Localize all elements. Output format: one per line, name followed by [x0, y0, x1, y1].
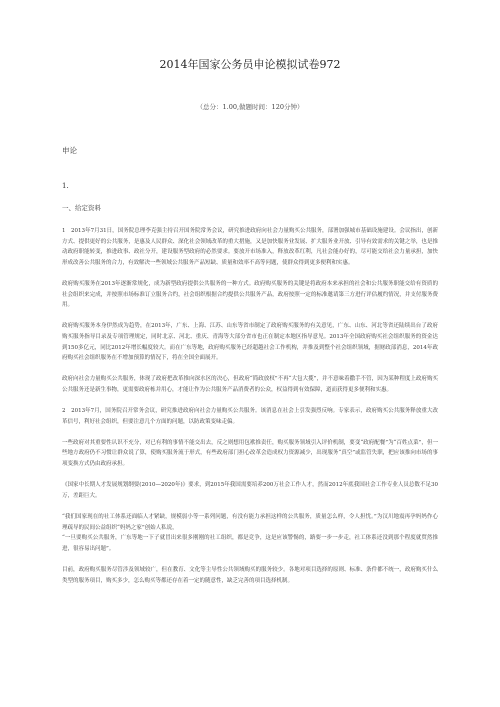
paragraph: 《国家中长期人才发展规划纲要(2010—2020年)》要求，到2015年我国需要培养200万社会工作人才，然而2012年底我国社会工作专业人员总数不足30万，差距巨大。: [62, 482, 438, 499]
paragraph: 一些政府对其重要性认识不充分，对已有利的事情不能交出去，反之则想用包袱推责任，购买服务领域引入评价机制，要变“政府配餐”为“百姓点菜”，但一些地方政府仍不习惯让群众说了算，使购买服务流于形式，有些政府部门担心改革会造成权力资源减少，出现服务“真空”或监管失职，把应该推向市场的事项变换方式仍由政府承担。: [62, 439, 438, 468]
exam-meta: （总分：1.00,做题时间：120分钟）: [196, 103, 304, 111]
paragraph: 1 2013年7月31日，国务院总理李克强主持召开国务院常务会议，研究推进政府向社会力量购买公共服务，部署加强城市基础设施建设。会议指出，创新方式、提供更好的公共服务，是惠及人民群众、深化社会领域改革的重大措施，又是加快服务业发展、扩大服务业开放、引导有效需求的关键之举，也是推动政府职能转变，推进政事、政社分开，建设服务型政府的必然要求。要放开市场准入，释放改革红利，凡社会能办好的，尽可能交给社会力量承担，加快形成改善公共服务的合力，有效解决一些领域公共服务产品短缺、质量和效率不高等问题，使群众得到更多便利和实惠。: [62, 228, 438, 266]
paragraph: 政府购买服务在2013年逐渐常规化，成为新型政府提供公共服务的一种方式。政府购买服务的关键是将政府本来承担的社会和公共服务职能交给有资质的社会组织来完成，并按照市场标准订立服务合约，社会组织根据合约提供公共服务产品，政府按照一定的标准邀请第三方进行评估履约情况，并支付服务费用。: [62, 280, 438, 309]
paragraph: “我们国家现在的社工体系还面临人才紧缺，规模弱小等一系列问题，有没有能力承担这样的公共服务，质量怎么样，令人担忧。”为汉川地震再孕妈妈作心理疏导的民间公益组织“妈妈之家”创始人私说，: [62, 514, 438, 531]
question-number: 1.: [62, 182, 69, 190]
paragraph: 2 2013年7月，国务院召开常务会议，研究推进政府向社会力量购买公共服务。该消息在社会上引发强烈反响。专家表示，政府购买公共服务释放重大改革信号，利好社会组织，但要注意几个方面的问题，以防政策变味走偏。: [62, 408, 438, 425]
paragraph: “一旦要购买公共服务，广东等地一下子就冒出来很多刚刚的社工组织，都是竞争，这是应该警惕的，路要一步一步走，社工体系还没到那个程度就贸然推进，很容易出问题”。: [62, 535, 438, 552]
document-title: 2014年国家公务员申论模拟试卷972: [159, 58, 341, 71]
materials-body: [62, 226, 438, 597]
paragraph: 政府向社会力量购买公共服务，体现了政府把改革推向深水区的决心，但政府“简政放权”不再“大包大揽”，并不意味着撒手不管，因为某种程度上政府购买公共服务还是新生事物，更需要政府栋并用心，才能让作为公共服务产品消费者的公众，权益得到有效保障，道而获得更多便利和实惠。: [62, 376, 438, 393]
paragraph: 政府购买服务本身伊然成为趋势，在2013年，广东、上海、江苏、山东等省市制定了政府购买服务的有关意见，广东、山东、河北等省还陆续出台了政府购买服务指导目录及专项管理规定，同时北京、河北、重庆、青海等大部分省市也正在制定本地区指导意见。2013年全国政府购买社会组织服务的资金达到150多亿元，同比2012年增长幅度较大。而在广东等地，政府购买服务已经超越社会工作机构，并推及到整个社会组织领域，据财政部消息，2014年政府购买社会组织服务在不增加预算的情况下，将在全国全面展开。: [62, 323, 438, 362]
section-label: 申论: [62, 146, 77, 155]
sub-heading: 一、给定资料: [62, 204, 101, 212]
paragraph: 目前，政府购买服务尽管涉及领域较广，但在教育、文化等主导性公共领域购买的服务较少。各地对项目选择的原则、标准、条件都不统一，政府购买什么类型的服务项目，购买多少，怎么购买等都还存在着一定的随意性，缺乏完善的项目选择机制。: [62, 567, 438, 584]
